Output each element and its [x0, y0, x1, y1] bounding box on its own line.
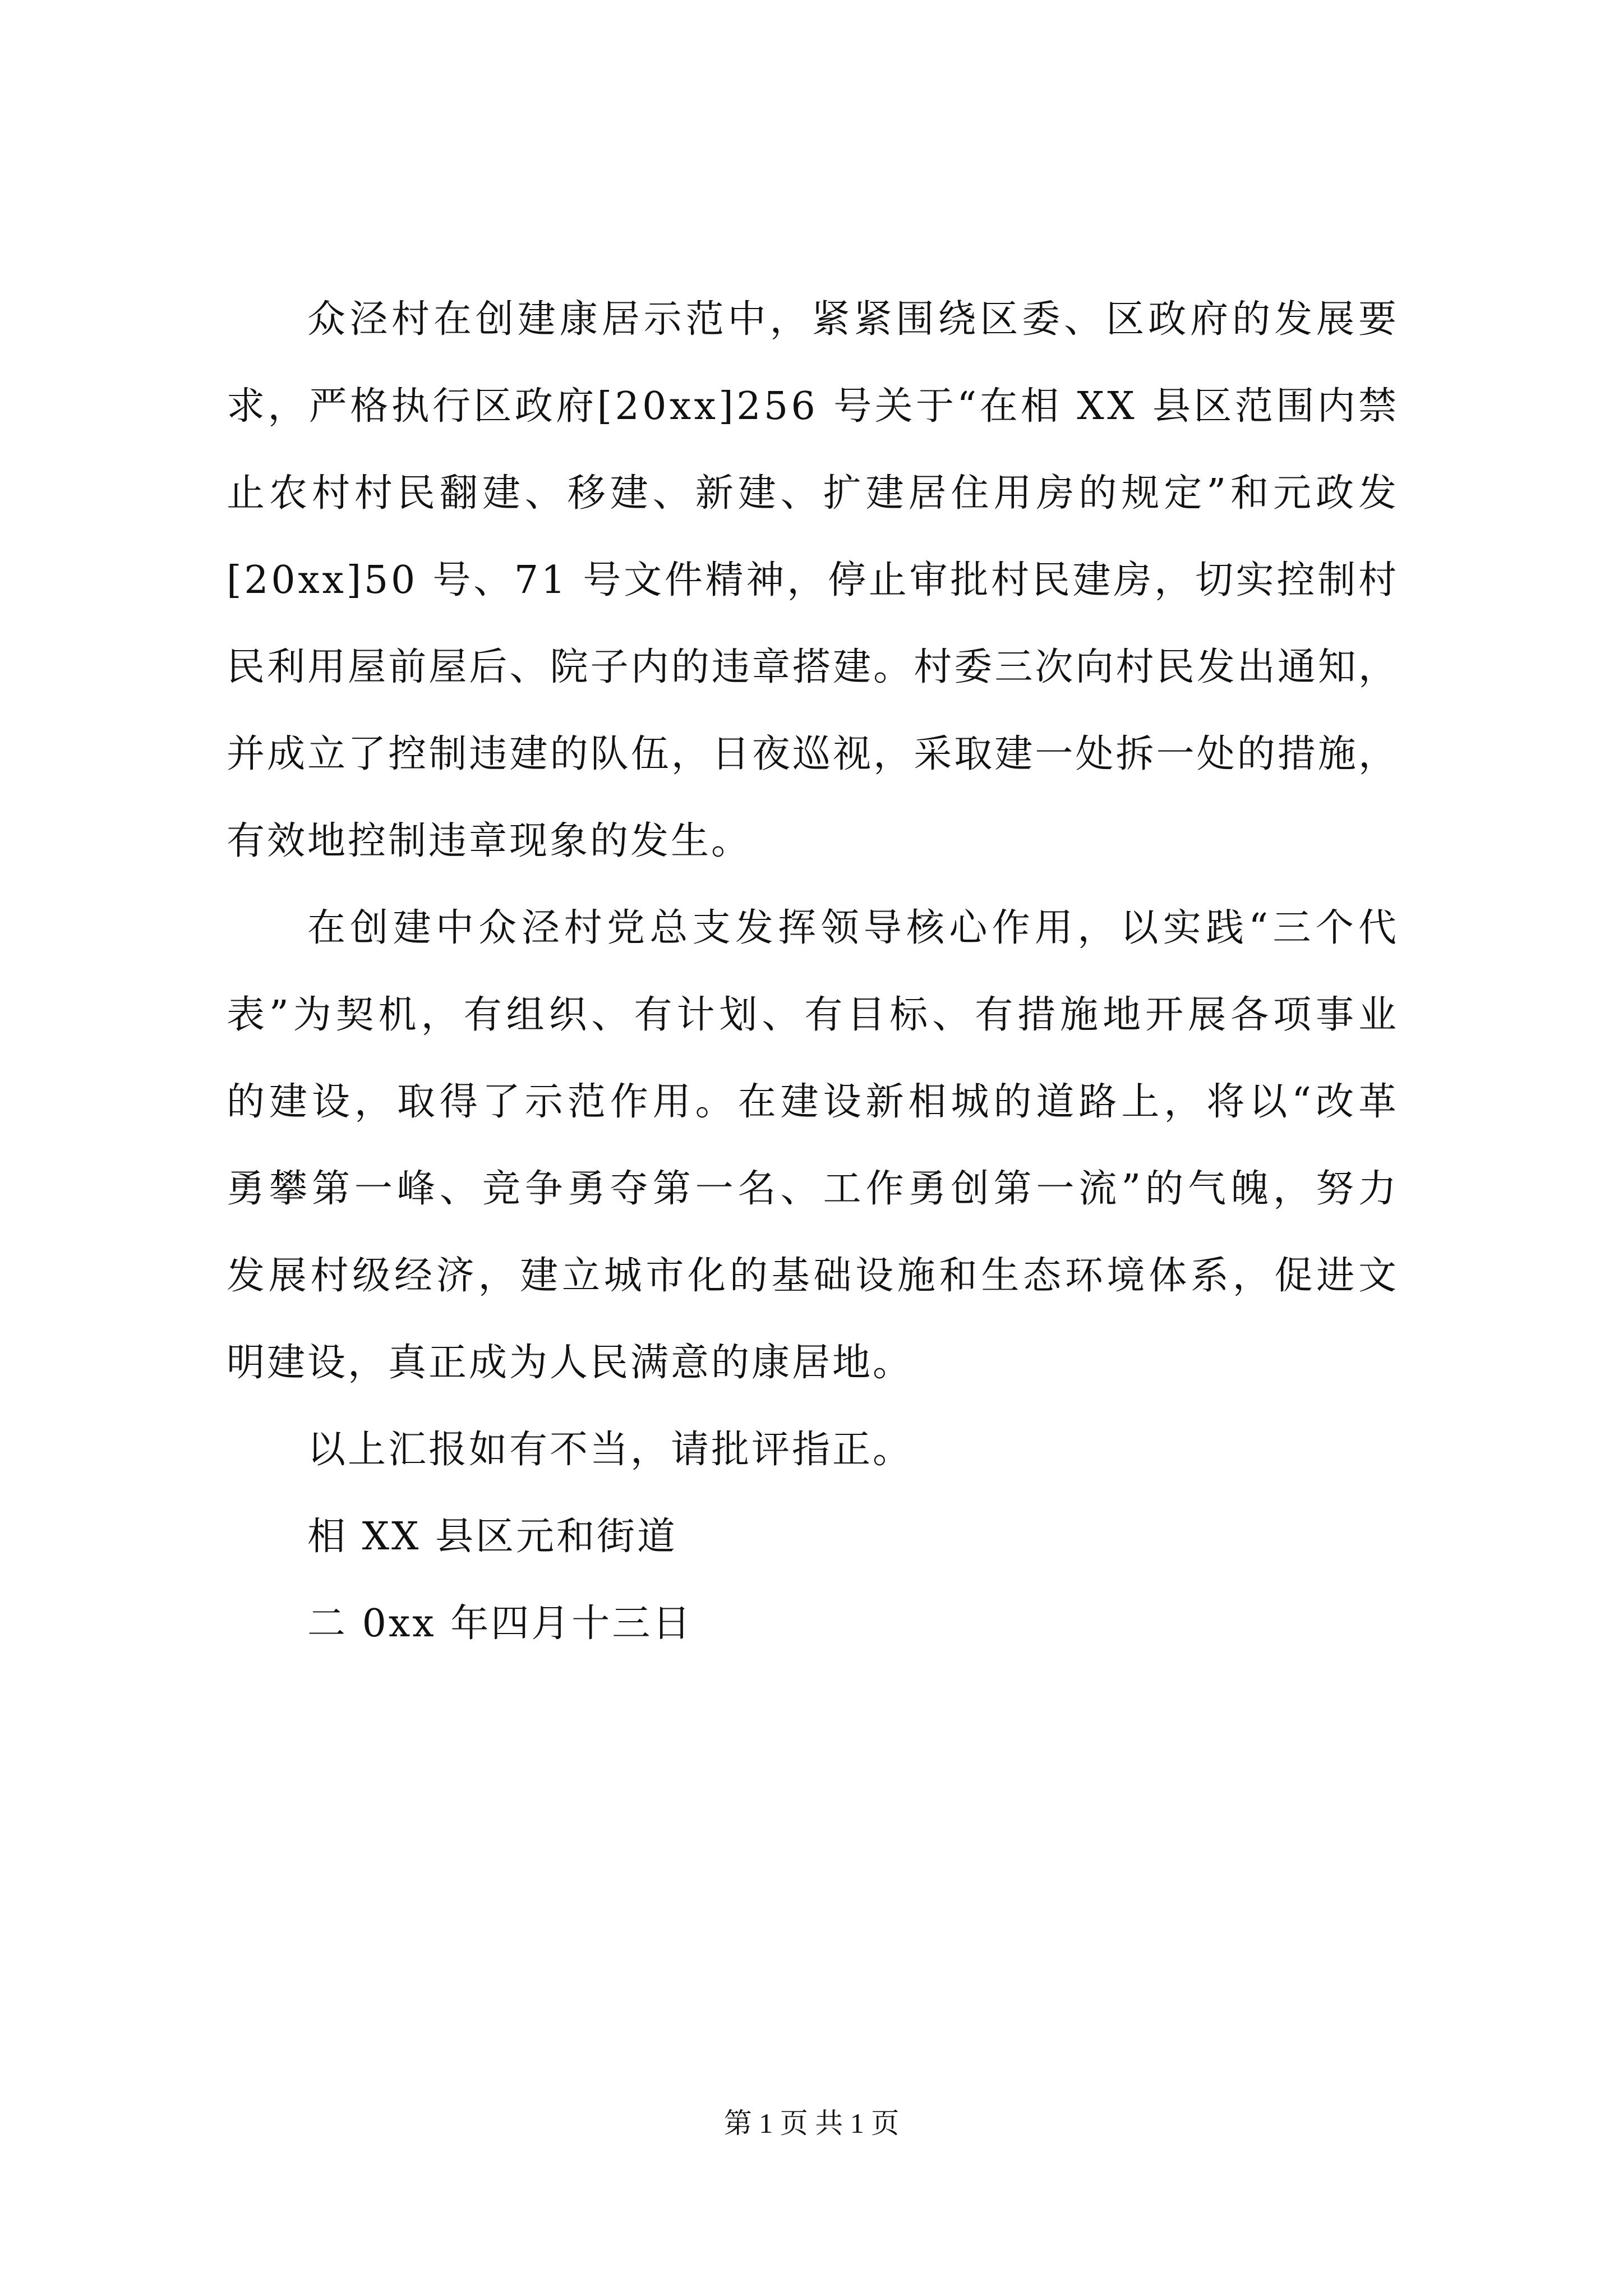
paragraph-2-line-1: 在创建中众泾村党总支发挥领导核心作用，以实践“三个代: [307, 906, 1401, 950]
paragraph-1-line-1: 众泾村在创建康居示范中，紧紧围绕区委、区政府的发展要: [307, 297, 1400, 342]
paragraph-1-line-4: [20xx]50 号、71 号文件精神，停止审批村民建房，切实控制村: [227, 558, 1399, 602]
closing-remark-line: 以上汇报如有不当，请批评指正。: [307, 1428, 914, 1472]
paragraph-1-line-2: 求，严格执行区政府[20xx]256 号关于“在相 XX 县区范围内禁: [227, 384, 1400, 429]
page-footer: [0, 2101, 1623, 2146]
page-number-label: 第 1 页 共 1 页: [723, 2108, 900, 2139]
paragraph-2-line-2: 表”为契机，有组织、有计划、有目标、有措施地开展各项事业: [227, 993, 1401, 1037]
paragraph-1-line-6: 并成立了控制违建的队伍，日夜巡视，采取建一处拆一处的措施，: [227, 732, 1399, 776]
paragraph-1-line-7: 有效地控制违章现象的发生。: [227, 819, 752, 863]
paragraph-2-line-6: 明建设，真正成为人民满意的康居地。: [227, 1341, 914, 1385]
signature-org-line: 相 XX 县区元和街道: [307, 1515, 678, 1559]
paragraph-1-line-3: 止农村村民翻建、移建、新建、扩建居住用房的规定”和元政发: [227, 471, 1401, 516]
paragraph-2-line-3: 的建设，取得了示范作用。在建设新相城的道路上，将以“改革: [227, 1080, 1401, 1124]
paragraph-1-line-5: 民利用屋前屋后、院子内的违章搭建。村委三次向村民发出通知，: [227, 645, 1399, 689]
paragraph-2-line-4: 勇攀第一峰、竞争勇夺第一名、工作勇创第一流”的气魄，努力: [227, 1167, 1401, 1211]
paragraph-2-line-5: 发展村级经济，建立城市化的基础设施和生态环境体系，促进文: [227, 1254, 1400, 1298]
date-line: 二 0xx 年四月十三日: [307, 1602, 693, 1646]
